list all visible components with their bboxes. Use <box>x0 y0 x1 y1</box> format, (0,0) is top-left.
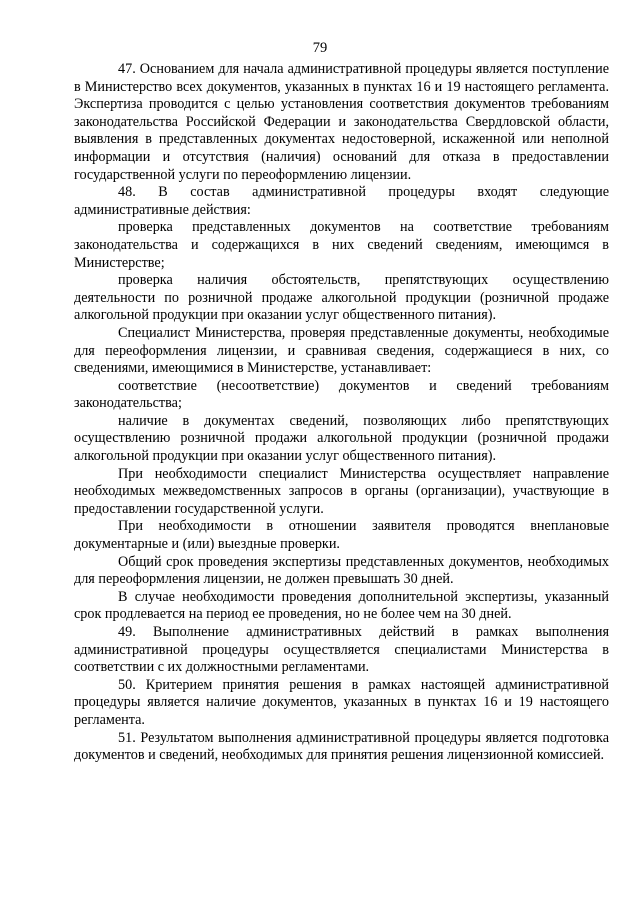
paragraph-compliance: соответствие (несоответствие) документов и сведений требованиям законодательства; <box>74 377 609 412</box>
paragraph-51: 51. Результатом выполнения административной процедуры является подготовка документов и сведений, необходимых для принятия решения лицензионной комиссией. <box>74 729 609 764</box>
paragraph-unscheduled-inspections: При необходимости в отношении заявителя проводятся внеплановые документарные и (или) выездные проверки. <box>74 518 609 553</box>
document-body <box>74 61 609 765</box>
paragraph-48: 48. В состав административной процедуры входят следующие административные действия: <box>74 184 609 218</box>
paragraph-49: 49. Выполнение административных действий в рамках выполнения административной процедуры осуществляется специалистами Министерства в соответствии с их должностными регламентами. <box>74 624 609 676</box>
paragraph-term-extension: В случае необходимости проведения дополнительной экспертизы, указанный срок продлевается на период ее проведения, но не более чем на 30 дней. <box>74 588 609 623</box>
paragraph-presence-of-information: наличие в документах сведений, позволяющих либо препятствующих осуществлению розничной продажи алкогольной продукции (розничной продажи алкогольной продукции при оказании услуг общественного питания). <box>74 412 609 465</box>
page-number: 79 <box>312 40 328 56</box>
paragraph-specialist-establishes: Специалист Министерства, проверяя представленные документы, необходимые для переоформления лицензии, и сравнивая сведения, содержащиеся в них, со сведениями, имеющимися в Министерстве, устанавливает: <box>74 324 609 377</box>
paragraph-50: 50. Критерием принятия решения в рамках настоящей административной процедуры является наличие документов, указанных в пунктах 16 и 19 настоящего регламента. <box>74 676 609 728</box>
paragraph-48-item-circumstances-check: проверка наличия обстоятельств, препятствующих осуществлению деятельности по розничной продаже алкогольной продукции (розничной продаже алкогольной продукции при оказании услуг общественного питания). <box>74 272 609 324</box>
paragraph-47: 47. Основанием для начала административной процедуры является поступление в Министерство всех документов, указанных в пунктах 16 и 19 настоящего регламента. Экспертиза проводится с целью установления соответствия документов требованиям законодательства Российской Федерации и законодательства Свердловской области, выявления в представленных документах недостоверной, искаженной или неполной информации и отсутствия (наличия) оснований для отказа в предоставлении государственной услуги по переоформлению лицензии. <box>74 61 609 183</box>
paragraph-interdepartmental-requests: При необходимости специалист Министерства осуществляет направление необходимых межведомственных запросов в органы (организации), участвующие в предоставлении государственной услуги. <box>74 465 609 517</box>
paragraph-48-item-documents-check: проверка представленных документов на соответствие требованиям законодательства и содержащихся в них сведений сведениям, имеющимся в Министерстве; <box>74 219 609 271</box>
paragraph-total-term: Общий срок проведения экспертизы представленных документов, необходимых для переоформления лицензии, не должен превышать 30 дней. <box>74 553 609 588</box>
